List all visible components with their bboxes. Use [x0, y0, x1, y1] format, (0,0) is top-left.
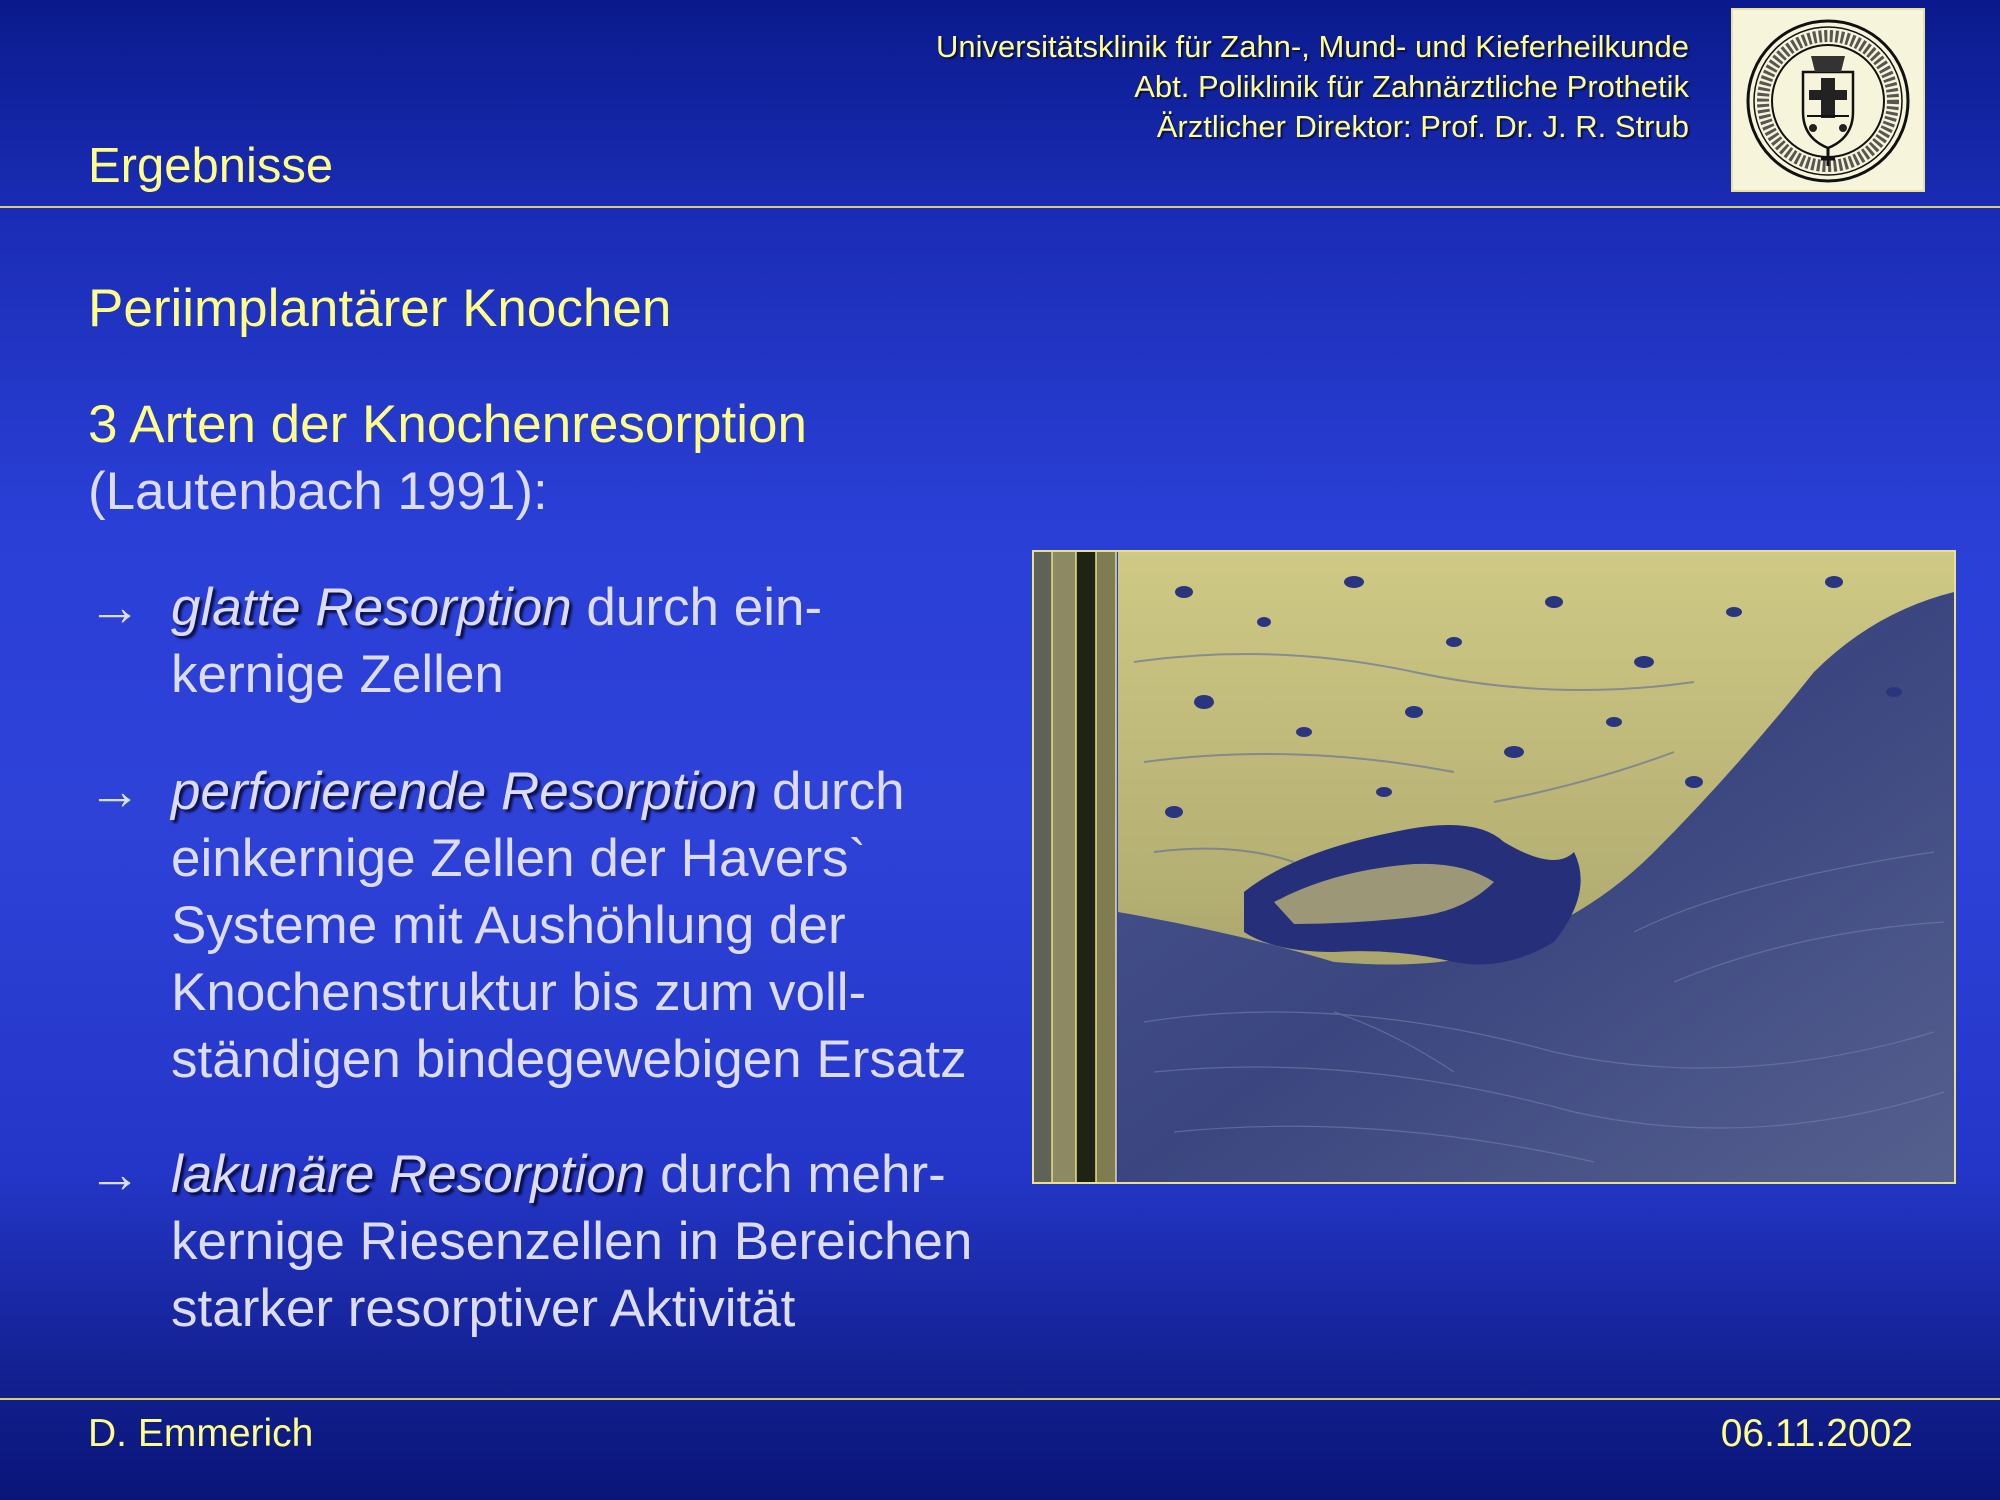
- footer-date: 06.11.2002: [1720, 1412, 1913, 1455]
- arrow-bullet-icon: →: [88, 578, 141, 637]
- footer-rule: [0, 1398, 2000, 1400]
- bullet-text: durch ein-: [571, 578, 823, 637]
- university-seal-icon: [1731, 8, 1925, 192]
- subheading: Periimplantärer Knochen: [88, 279, 672, 338]
- bullet-text: starker resorptiver Aktivität: [171, 1279, 796, 1338]
- institution-line-director: Ärztlicher Direktor: Prof. Dr. J. R. Strub: [1156, 109, 1689, 144]
- bullet-text: Knochenstruktur bis zum voll-: [171, 963, 867, 1022]
- arrow-bullet-icon: →: [88, 1145, 141, 1204]
- institution-line-department: Abt. Poliklinik für Zahnärztliche Prothetik: [1134, 69, 1689, 104]
- bullet-text: durch: [757, 762, 905, 821]
- section-title: Ergebnisse: [88, 139, 334, 193]
- bullet-text: kernige Zellen: [171, 645, 504, 704]
- footer-author: D. Emmerich: [88, 1412, 314, 1455]
- bullet-text: ständigen bindegewebigen Ersatz: [171, 1030, 967, 1089]
- intro-heading: 3 Arten der Knochenresorption: [88, 395, 807, 454]
- institution-header: [936, 27, 1689, 147]
- bullet-text: Systeme mit Aushöhlung der: [171, 896, 846, 955]
- bullet-text: kernige Riesenzellen in Bereichen: [171, 1212, 973, 1271]
- bullet-term: lakunäre Resorption: [171, 1145, 646, 1204]
- arrow-bullet-icon: →: [88, 762, 141, 821]
- institution-line-clinic: Universitätsklinik für Zahn-, Mund- und Kieferheilkunde: [936, 29, 1689, 64]
- header-rule: [0, 206, 2000, 208]
- bullet-text: durch mehr-: [645, 1145, 946, 1204]
- histology-micrograph: [1032, 550, 1956, 1184]
- bullet-text: einkernige Zellen der Havers`: [171, 829, 867, 888]
- bullet-term: glatte Resorption: [171, 578, 572, 637]
- intro-citation: (Lautenbach 1991):: [88, 462, 548, 521]
- bullet-term: perforierende Resorption: [171, 762, 758, 821]
